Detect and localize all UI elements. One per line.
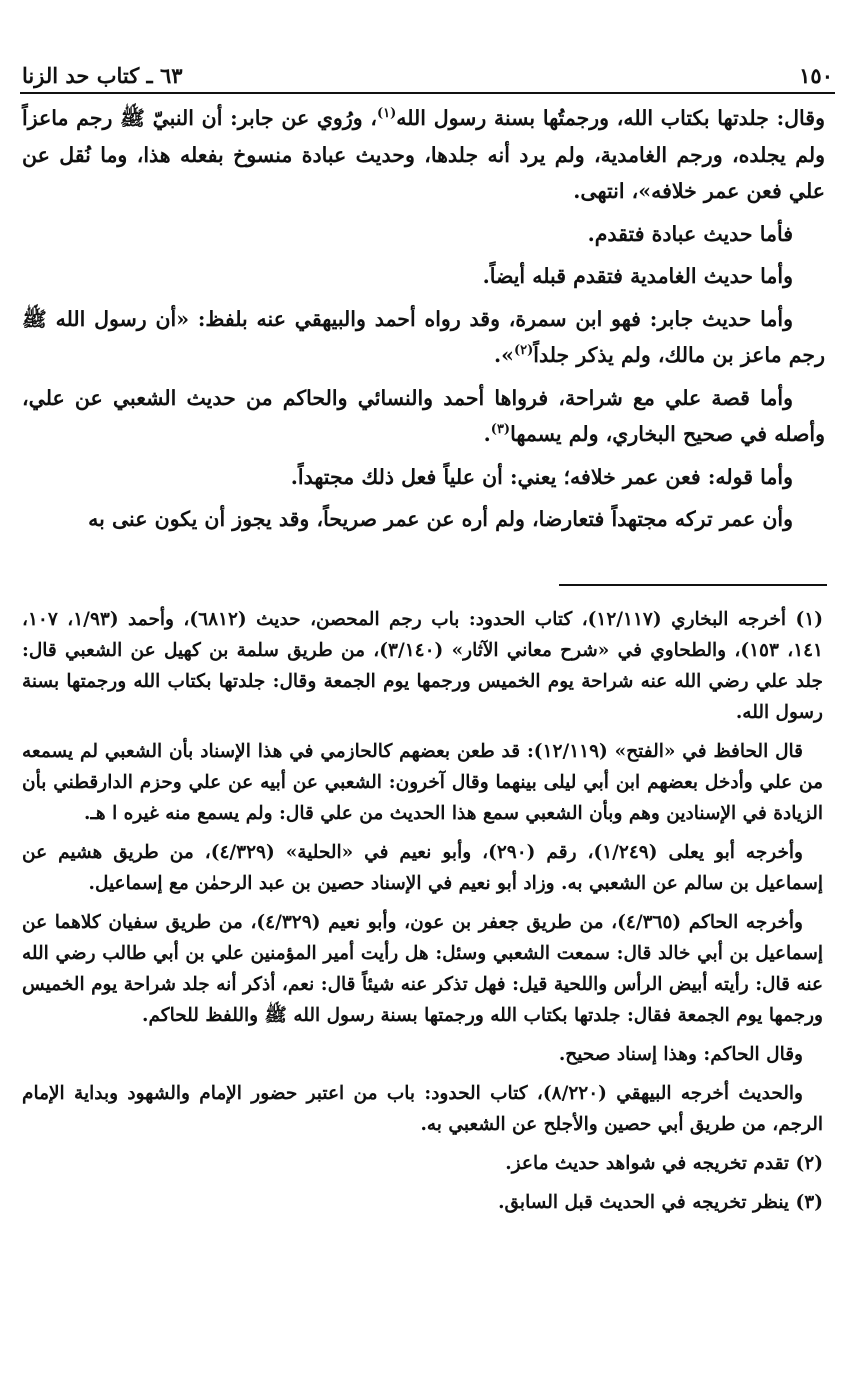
paragraph-4: وأما حديث جابر: فهو ابن سمرة، وقد رواه أحمد والبيهقي عنه بلفظ: «أن رسول الله ﷺ رجم ماعز بن مالك، ولم يذكر جلداً$^{(٢)}$». bbox=[22, 306, 825, 367]
footnote-3: (٣) ينظر تخريجه في الحديث قبل السابق. bbox=[498, 1192, 823, 1213]
page-number: ١٥٠ bbox=[799, 63, 833, 88]
footnote-1-e: وقال الحاكم: وهذا إسناد صحيح. bbox=[558, 1044, 803, 1065]
main-text bbox=[22, 100, 825, 544]
paragraph-3: وأما حديث الغامدية فتقدم قبله أيضاً. bbox=[482, 264, 793, 288]
footnote-1-c: وأخرجه أبو يعلى (١/٢٤٩)، رقم (٢٩٠)، وأبو نعيم في «الحلية» (٤/٣٢٩)، من طريق هشيم عن إسماعيل بن سالم عن الشعبي به. وزاد أبو نعيم في الإسناد حصين بن عبد الرحمٰن مع إسماعيل. bbox=[22, 842, 823, 894]
footnote-1: (١) أخرجه البخاري (١٢/١١٧)، كتاب الحدود: باب رجم المحصن، حديث (٦٨١٢)، وأحمد (١/٩٣، ١٠٧، ١٤١، ١٥٣)، والطحاوي في «شرح معاني الآثار» (٣/١٤٠)، من طريق سلمة بن كهيل عن الشعبي قال: جلد علي رضي الله عنه شراحة يوم الخميس ورجمها يوم الجمعة وقال: جلدتها بكتاب الله ورجمتها بسنة رسول الله. bbox=[22, 609, 824, 723]
footnotes bbox=[22, 604, 823, 1226]
footnote-2: (٢) تقدم تخريجه في شواهد حديث ماعز. bbox=[505, 1153, 823, 1174]
paragraph-6: وأما قوله: فعن عمر خلافه؛ يعني: أن علياً فعل ذلك مجتهداً. bbox=[290, 464, 793, 489]
page-header bbox=[22, 52, 833, 88]
paragraph-2: فأما حديث عبادة فتقدم. bbox=[587, 221, 793, 246]
paragraph-5: وأما قصة علي مع شراحة، فرواها أحمد والنسائي والحاكم من حديث الشعبي عن علي، وأصله في صحيح البخاري، ولم يسمها$^{(٣)}$. bbox=[22, 385, 825, 446]
footnote-separator bbox=[559, 584, 827, 586]
footnote-ref-2: (٢) bbox=[513, 343, 534, 359]
header-rule bbox=[20, 92, 835, 94]
footnote-1-b: قال الحافظ في «الفتح» (١٢/١١٩): قد طعن بعضهم كالحازمي في هذا الإسناد بأن الشعبي لم يسمعه من علي وأدخل بعضهم ابن أبي ليلى بينهما وقال آخرون: الشعبي عن أبيه عن علي وحزم الدارقطني بأن الزيادة في الإسنادين وهم وبأن الشعبي سمع هذا الحديث من علي قال: ولم يسمع منه غيره ا هـ. bbox=[22, 741, 823, 824]
paragraph-1: وقال: جلدتها بكتاب الله، ورجمتُها بسنة رسول الله$^{(١)}$، ورُوي عن جابر: أن النبيّ ﷺ رجم ماعزاً ولم يجلده، ورجم الغامدية، ولم يرد أنه جلدها، وحديث عبادة منسوخ بفعله هذا، وما نُقل عن علي فعن عمر خلافه»، انتهى. bbox=[22, 106, 825, 203]
footnote-ref-3: (٣) bbox=[490, 422, 511, 438]
paragraph-7: وأن عمر تركه مجتهداً فتعارضا، ولم أره عن عمر صريحاً، وقد يجوز أن يكون عنى به bbox=[88, 507, 793, 531]
footnote-1-d: وأخرجه الحاكم (٤/٣٦٥)، من طريق جعفر بن عون، وأبو نعيم (٤/٣٢٩)، من طريق سفيان كلاهما عن إسماعيل بن أبي خالد قال: سمعت الشعبي وسئل: هل رأيت أمير المؤمنين علي بن أبي طالب رضي الله عنه قال: رأيته أبيض الرأس واللحية قيل: فهل تذكر عنه شيئاً قال: نعم، أذكر أنه جلد شراحة يوم الخميس ورجمها يوم الجمعة فقال: جلدتها بكتاب الله ورجمتها بسنة رسول الله ﷺ واللفظ للحاكم. bbox=[22, 912, 823, 1026]
footnote-ref-1: (١) bbox=[376, 106, 397, 122]
running-title: ٦٣ ـ كتاب حد الزنا bbox=[22, 63, 183, 88]
footnote-1-f: والحديث أخرجه البيهقي (٨/٢٢٠)، كتاب الحدود: باب من اعتبر حضور الإمام والشهود وبداية الإمام الرجم، من طريق أبي حصين والأجلح عن الشعبي به. bbox=[22, 1083, 823, 1135]
